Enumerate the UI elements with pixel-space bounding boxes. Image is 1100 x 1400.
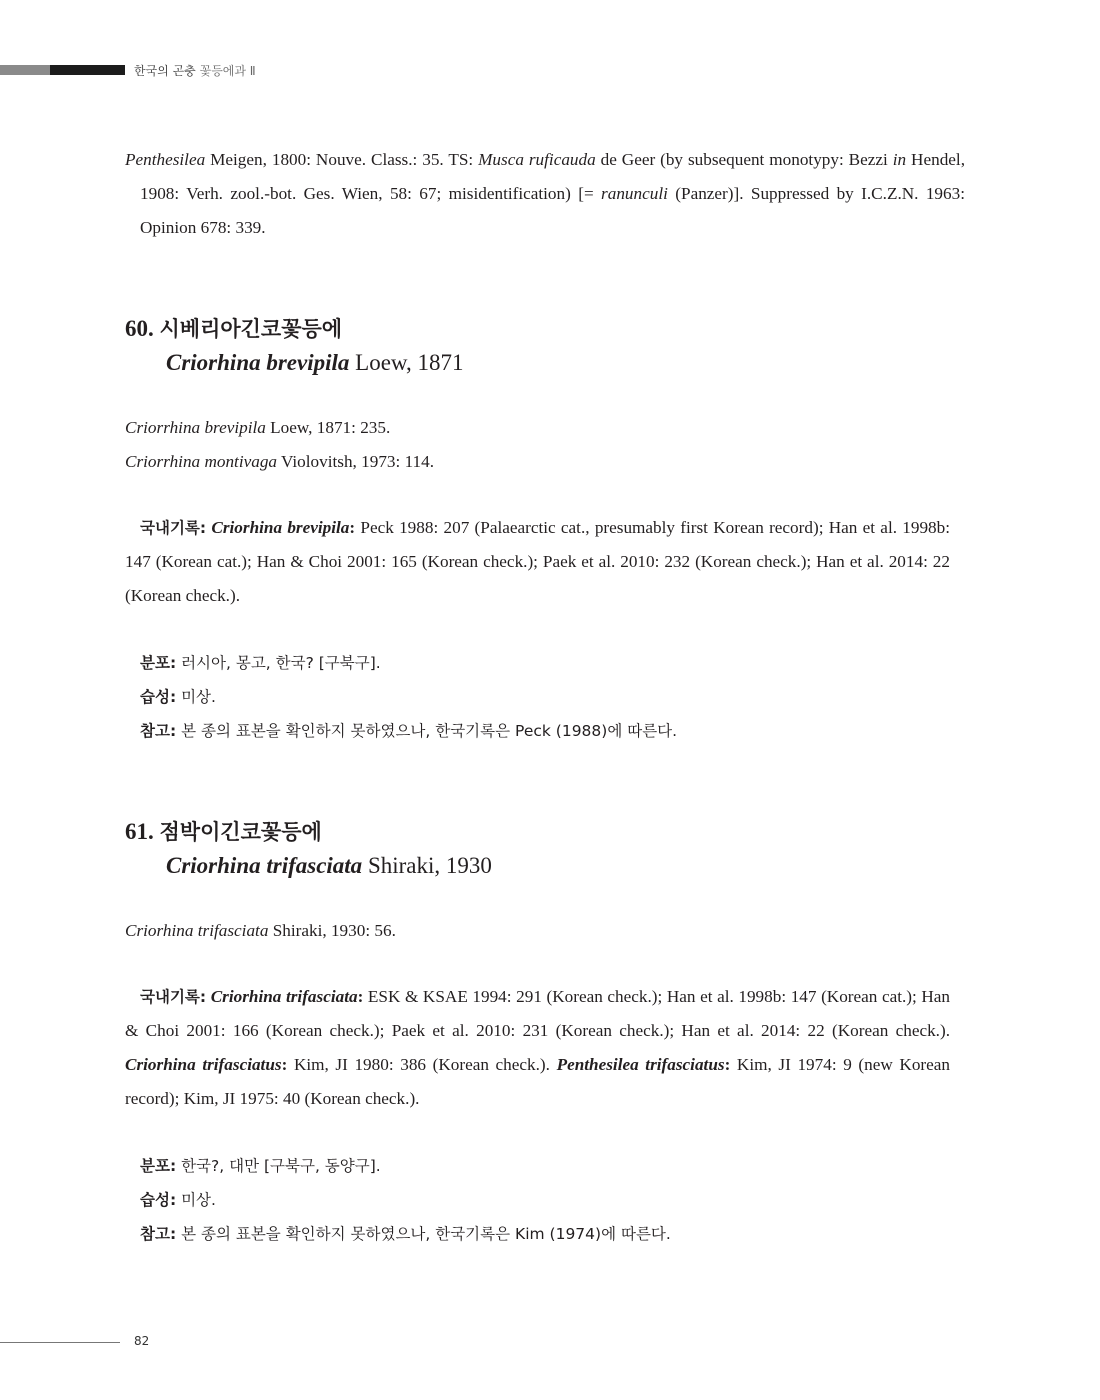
korean-name: 시베리아긴코꽃등에 <box>159 317 343 341</box>
section-scientific-name <box>125 849 950 883</box>
habit-label: 습성: <box>140 688 177 706</box>
record-name: Criorhina trifasciatus <box>125 1055 282 1074</box>
intro-text-1: Meigen, 1800: Nouve. Class.: 35. TS: <box>205 150 479 169</box>
header-subtitle: 꽃등에과 Ⅱ <box>199 64 256 78</box>
habit-label: 습성: <box>140 1191 177 1209</box>
section-heading <box>125 815 950 849</box>
synonym-line <box>125 445 950 479</box>
distribution-line <box>125 646 950 680</box>
sci-name: Criorhina brevipila <box>166 350 350 375</box>
distribution-label: 분포: <box>140 654 177 672</box>
record-name: Penthesilea trifasciatus <box>556 1055 725 1074</box>
sci-author: Shiraki, 1930 <box>362 853 492 878</box>
distribution-line <box>125 1149 950 1183</box>
synonym-name: Criorrhina montivaga <box>125 452 278 471</box>
record-label: 국내기록: <box>140 988 207 1006</box>
note-line <box>125 714 950 748</box>
record-text: ESK & KSAE 1994: 291 (Korean check.); Han et al. 1998b: 147 (Korean cat.); Han & Choi 2001: 166 (Korean check.); Paek et al. 2010: 231 (Korean check.); Han et al. 2014: 22 (Korean check.). <box>125 987 951 1040</box>
record-text: Peck 1988: 207 (Palaearctic cat., presumably first Korean record); Han et al. 1998b: 147 (Korean cat.); Han & Choi 2001: 165 (Korean check.); Paek et al. 2010: 232 (Korean check.); Han et al. 2014: 22 (Korean check.). <box>125 518 951 605</box>
record-colon: : <box>349 518 356 537</box>
distribution-label: 분포: <box>140 1157 177 1175</box>
synonym-line <box>125 411 950 445</box>
record-colon: : <box>281 1055 288 1074</box>
korean-record-61 <box>125 980 950 1116</box>
synonym-list-60 <box>125 411 950 479</box>
synonym-line <box>125 914 950 948</box>
synonym-ref: Violovitsh, 1973: 114. <box>277 452 435 471</box>
note-text: 본 종의 표본을 확인하지 못하였으나, 한국기록은 Peck (1988)에 따른다. <box>176 722 678 740</box>
record-text: Kim, JI 1980: 386 (Korean check.). <box>287 1055 557 1074</box>
habit-line <box>125 680 950 714</box>
sci-author: Loew, 1871 <box>349 350 464 375</box>
running-header <box>134 62 256 79</box>
synonym-name: Criorhina trifasciata <box>125 921 269 940</box>
header-title: 한국의 곤충 <box>134 64 196 78</box>
footer-rule <box>0 1342 120 1343</box>
record-label: 국내기록: <box>140 519 207 537</box>
record-colon: : <box>357 987 364 1006</box>
section-number: 61. <box>125 819 154 844</box>
intro-text-4: (Panzer)]. Suppressed by I.C.Z.N. 1963: Opinion 678: 339. <box>140 184 965 237</box>
habit-line <box>125 1183 950 1217</box>
section-heading <box>125 312 950 346</box>
korean-record-60 <box>125 511 950 613</box>
intro-in: in <box>892 150 907 169</box>
intro-species-1: Musca ruficauda <box>478 150 596 169</box>
distribution-text: 러시아, 몽고, 한국? [구북구]. <box>176 654 381 672</box>
species-section-61 <box>125 815 950 883</box>
intro-species-2: ranunculi <box>601 184 668 203</box>
synonym-name: Criorrhina brevipila <box>125 418 266 437</box>
header-bar-black <box>50 65 125 75</box>
synonym-list-61 <box>125 914 950 948</box>
distribution-text: 한국?, 대만 [구북구, 동양구]. <box>176 1157 381 1175</box>
intro-paragraph <box>125 143 965 245</box>
section-number: 60. <box>125 316 154 341</box>
section-scientific-name <box>125 346 950 380</box>
note-text: 본 종의 표본을 확인하지 못하였으나, 한국기록은 Kim (1974)에 따른다. <box>176 1225 671 1243</box>
notes-61 <box>125 1149 950 1251</box>
intro-text-3: Hendel, 1908: Verh. zool.-bot. Ges. Wien, 58: 67; misidentification) [= <box>140 150 965 203</box>
habit-text: 미상. <box>176 1191 216 1209</box>
korean-name: 점박이긴코꽃등에 <box>159 820 322 844</box>
intro-text-2: de Geer (by subsequent monotypy: Bezzi <box>595 150 893 169</box>
sci-name: Criorhina trifasciata <box>166 853 363 878</box>
note-label: 참고: <box>140 722 177 740</box>
note-line <box>125 1217 950 1251</box>
habit-text: 미상. <box>176 688 216 706</box>
page-number: 82 <box>134 1334 150 1348</box>
intro-genus: Penthesilea <box>125 150 206 169</box>
notes-60 <box>125 646 950 748</box>
header-bar-gray <box>0 65 50 75</box>
record-name: Criorhina brevipila <box>211 518 350 537</box>
species-section-60 <box>125 312 950 380</box>
record-name: Criorhina trifasciata <box>210 987 358 1006</box>
synonym-ref: Loew, 1871: 235. <box>265 418 391 437</box>
record-text: Kim, JI 1974: 9 (new Korean record); Kim, JI 1975: 40 (Korean check.). <box>125 1055 950 1108</box>
record-colon: : <box>724 1055 731 1074</box>
note-label: 참고: <box>140 1225 177 1243</box>
synonym-ref: Shiraki, 1930: 56. <box>268 921 396 940</box>
